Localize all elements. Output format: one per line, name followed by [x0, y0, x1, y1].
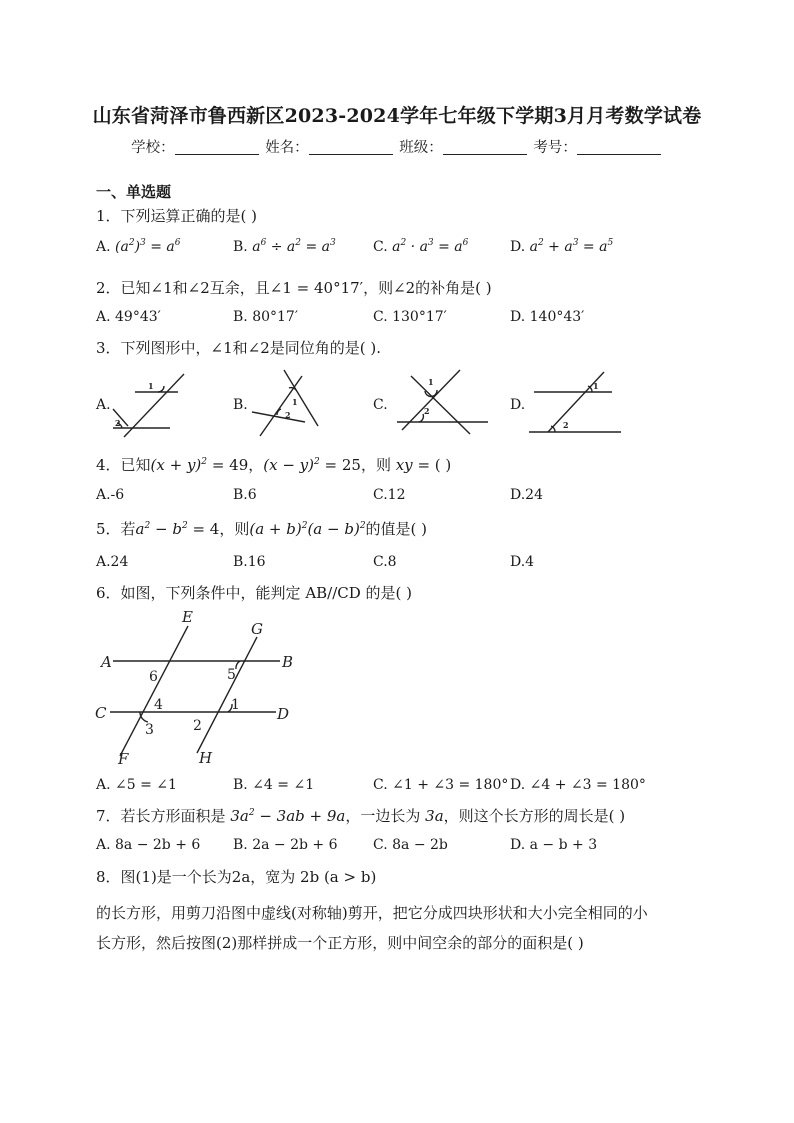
q4-option-b[interactable]: B.6 [233, 487, 257, 503]
q3-figure-d[interactable] [529, 372, 621, 432]
q5-option-c[interactable]: C.8 [373, 554, 397, 570]
q3d-angle-2: 2 [563, 420, 569, 430]
point-b: B [282, 653, 294, 671]
q6-option-a[interactable]: A. ∠5 = ∠1 [96, 777, 177, 793]
point-f: F [118, 750, 129, 768]
angle-6: 6 [149, 669, 158, 685]
question-8-line-2: 的长方形，用剪刀沿图中虚线(对称轴)剪开，把它分成四块形状和大小完全相同的小 [96, 904, 648, 922]
q2-option-d[interactable]: D. 140°43′ [510, 309, 585, 325]
q4-option-a[interactable]: A.-6 [96, 487, 125, 503]
school-label: 学校： [131, 140, 175, 156]
class-label: 班级： [399, 140, 443, 156]
q1-option-c[interactable]: C. $a^2 \cdot a^3 = a^6$ [373, 238, 469, 255]
line-ef [120, 626, 188, 756]
q3c-angle-1: 1 [428, 377, 434, 387]
q2-option-c[interactable]: C. 130°17′ [373, 309, 447, 325]
q3-figures [0, 0, 794, 460]
question-4-stem: 4．已知$(x + y)^2 = 49$，$(x - y)^2 = 25$，则 xy = ( ) [96, 456, 452, 474]
section-heading: 一、单选题 [96, 183, 172, 201]
q4-option-d[interactable]: D.24 [510, 487, 543, 503]
q6-figure [0, 600, 794, 775]
q3b-angle-2: 2 [285, 410, 291, 420]
question-8-stem: 8．图(1)是一个长为2a，宽为 2b (a > b) [96, 868, 377, 886]
angle-3: 3 [145, 722, 154, 738]
point-d: D [277, 705, 290, 723]
name-label: 姓名： [265, 140, 309, 156]
question-8-line-3: 长方形，然后按图(2)那样拼成一个正方形，则中间空余的部分的面积是( ) [96, 934, 584, 952]
line-gh [197, 637, 257, 753]
q1-option-a[interactable]: A. $(a^2)^3 = a^6$ [96, 238, 181, 255]
q7-option-a[interactable]: A. 8a − 2b + 6 [96, 837, 201, 853]
question-5-stem: 5．若$a^2 - b^2 = 4$，则$(a + b)^2(a - b)^2$的值是( ) [96, 520, 428, 538]
q3-option-d-label[interactable]: D. [510, 397, 526, 413]
q7-option-b[interactable]: B. 2a − 2b + 6 [233, 837, 338, 853]
q7-option-c[interactable]: C. 8a − 2b [373, 837, 448, 853]
q3-option-b-label[interactable]: B. [233, 397, 248, 413]
q3c-angle-2: 2 [424, 406, 430, 416]
point-g: G [251, 620, 263, 638]
q3-figure-b[interactable] [252, 370, 318, 436]
question-1-stem: 1．下列运算正确的是( ) [96, 207, 258, 225]
question-7-stem: 7．若长方形面积是 $3a^2 - 3ab + 9a$，一边长为 3a，则这个长方形的周长是( ) [96, 807, 626, 825]
q3a-angle-2: 2 [115, 418, 121, 428]
point-h: H [199, 749, 213, 767]
q2-option-a[interactable]: A. 49°43′ [96, 309, 161, 325]
point-e: E [182, 608, 193, 626]
q1-option-b[interactable]: B. $a^6 \div a^2 = a^3$ [233, 238, 336, 255]
q6-option-d[interactable]: D. ∠4 + ∠3 = 180° [510, 777, 646, 793]
q3-option-c-label[interactable]: C. [373, 397, 388, 413]
q3b-angle-1: 1 [292, 397, 298, 407]
q7-option-d[interactable]: D. a − b + 3 [510, 837, 598, 853]
angle-5: 5 [227, 667, 236, 683]
question-3-stem: 3．下列图形中，∠1和∠2是同位角的是( ). [96, 339, 382, 357]
exam-no-label: 考号： [533, 140, 577, 156]
exam-title: 山东省菏泽市鲁西新区2023-2024学年七年级下学期3月月考数学试卷 [92, 105, 702, 127]
q2-option-b[interactable]: B. 80°17′ [233, 309, 298, 325]
q3-figure-c[interactable] [397, 370, 488, 434]
point-a: A [101, 653, 112, 671]
angle-1: 1 [231, 697, 240, 713]
angle-4: 4 [154, 697, 163, 713]
angle-2: 2 [193, 718, 202, 734]
q5-option-a[interactable]: A.24 [96, 554, 129, 570]
q6-option-b[interactable]: B. ∠4 = ∠1 [233, 777, 315, 793]
q3a-angle-1: 1 [148, 381, 154, 391]
q6-option-c[interactable]: C. ∠1 + ∠3 = 180° [373, 777, 509, 793]
q1-option-d[interactable]: D. $a^2 + a^3 = a^5$ [510, 238, 614, 255]
q3-option-a-label[interactable]: A. [96, 397, 111, 413]
q4-option-c[interactable]: C.12 [373, 487, 406, 503]
q3d-angle-1: 1 [593, 381, 599, 391]
question-6-stem: 6．如图，下列条件中，能判定 AB//CD 的是( ) [96, 584, 413, 602]
q5-option-b[interactable]: B.16 [233, 554, 266, 570]
question-2-stem: 2．已知∠1和∠2互余，且∠1 = 40°17′，则∠2的补角是( ) [96, 279, 492, 297]
point-c: C [95, 704, 107, 722]
q5-option-d[interactable]: D.4 [510, 554, 535, 570]
